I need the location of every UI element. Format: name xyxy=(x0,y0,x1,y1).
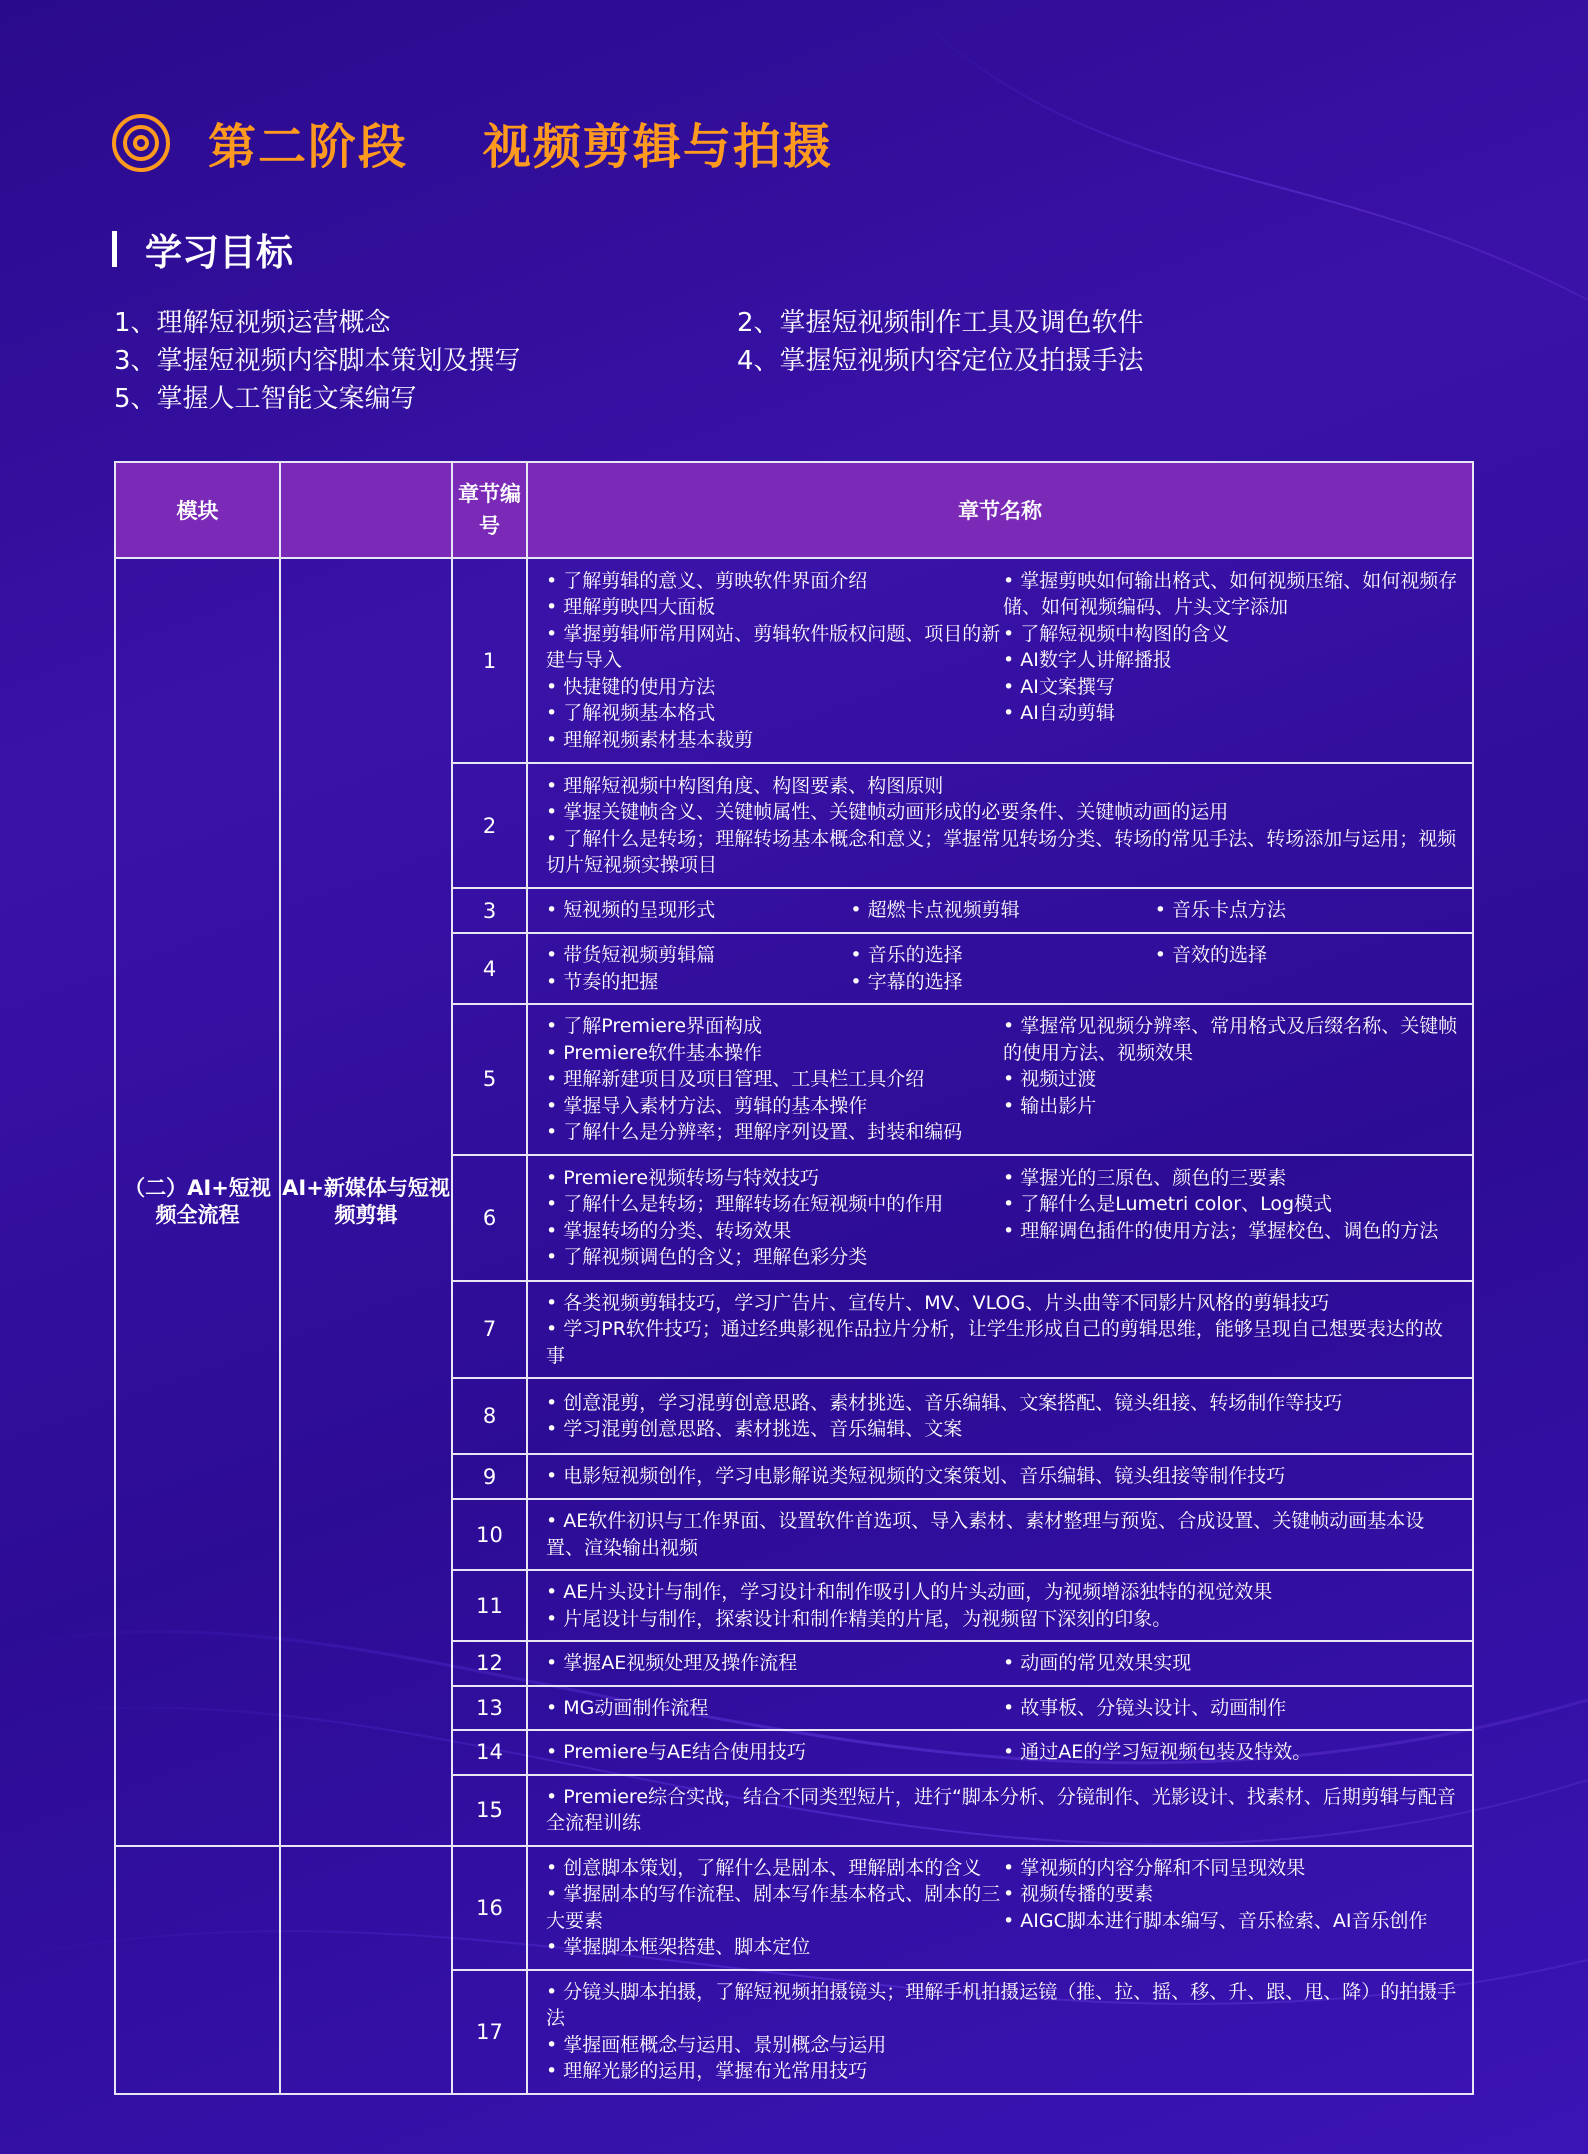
chapter-number: 1 xyxy=(452,558,527,763)
module-cell-empty xyxy=(115,1846,280,2094)
content-item: • 理解调色插件的使用方法；掌握校色、调色的方法 xyxy=(1003,1218,1460,1245)
content-item: • 掌握光的三原色、颜色的三要素 xyxy=(1003,1165,1460,1192)
content-item: • 理解剪映四大面板 xyxy=(546,594,1003,621)
content-item: • 了解什么是分辨率；理解序列设置、封装和编码 xyxy=(546,1119,1003,1146)
submodule-cell-empty xyxy=(280,1846,452,2094)
chapter-content xyxy=(527,1281,1473,1379)
header-module: 模块 xyxy=(115,462,280,558)
content-item: • 学习混剪创意思路、素材挑选、音乐编辑、文案 xyxy=(546,1416,1460,1443)
content-item: • 动画的常见效果实现 xyxy=(1003,1650,1460,1677)
content-item: • Premiere软件基本操作 xyxy=(546,1040,1003,1067)
content-item: • AIGC脚本进行脚本编写、音乐检索、AI音乐创作 xyxy=(1003,1908,1460,1935)
content-item: • 视频过渡 xyxy=(1003,1066,1460,1093)
chapter-content xyxy=(527,1730,1473,1775)
content-item: • 了解什么是Lumetri color、Log模式 xyxy=(1003,1191,1460,1218)
target-icon xyxy=(112,114,170,172)
content-item: • 短视频的呈现形式 xyxy=(546,897,850,924)
content-item: • 通过AE的学习短视频包装及特效。 xyxy=(1003,1739,1460,1766)
goal-item: 4、掌握短视频内容定位及拍摄手法 xyxy=(737,346,1144,376)
content-item: • 掌握导入素材方法、剪辑的基本操作 xyxy=(546,1093,1003,1120)
content-item: • 视频传播的要素 xyxy=(1003,1881,1460,1908)
module-cell: （二）AI+短视频全流程 xyxy=(115,558,280,1846)
content-item: • 故事板、分镜头设计、动画制作 xyxy=(1003,1695,1460,1722)
content-item: • 掌握脚本框架搭建、脚本定位 xyxy=(546,1934,1003,1961)
chapter-content xyxy=(527,888,1473,933)
goal-item: 2、掌握短视频制作工具及调色软件 xyxy=(737,308,1144,338)
content-item: • 了解视频基本格式 xyxy=(546,700,1003,727)
content-item: • 了解什么是转场；理解转场在短视频中的作用 xyxy=(546,1191,1003,1218)
content-item: • 掌握画框概念与运用、景别概念与运用 xyxy=(546,2032,1460,2059)
header-chapter-no: 章节编号 xyxy=(452,462,527,558)
content-item: • 掌握转场的分类、转场效果 xyxy=(546,1218,1003,1245)
chapter-number: 5 xyxy=(452,1004,527,1155)
content-item: • 掌握关键帧含义、关键帧属性、关键帧动画形成的必要条件、关键帧动画的运用 xyxy=(546,799,1460,826)
content-item: • 创意脚本策划，了解什么是剧本、理解剧本的含义 xyxy=(546,1855,1003,1882)
content-item: • 分镜头脚本拍摄，了解短视频拍摄镜头；理解手机拍摄运镜（推、拉、摇、移、升、跟、甩、降）的拍摄手法 xyxy=(546,1979,1460,2032)
content-item: • 掌视频的内容分解和不同呈现效果 xyxy=(1003,1855,1460,1882)
content-item: • 各类视频剪辑技巧，学习广告片、宣传片、MV、VLOG、片头曲等不同影片风格的剪辑技巧 xyxy=(546,1290,1460,1317)
content-item: • AI自动剪辑 xyxy=(1003,700,1460,727)
chapter-number: 15 xyxy=(452,1775,527,1846)
header-sub xyxy=(280,462,452,558)
content-item: • Premiere综合实战，结合不同类型短片，进行“脚本分析、分镜制作、光影设计、找素材、后期剪辑与配音全流程训练 xyxy=(546,1784,1460,1837)
content-item: • 片尾设计与制作，探索设计和制作精美的片尾，为视频留下深刻的印象。 xyxy=(546,1606,1460,1633)
goal-item: 3、掌握短视频内容脚本策划及撰写 xyxy=(114,346,521,376)
content-item: • 了解什么是转场；理解转场基本概念和意义；掌握常见转场分类、转场的常见手法、转场添加与运用；视频切片短视频实操项目 xyxy=(546,826,1460,879)
chapter-number: 9 xyxy=(452,1454,527,1499)
content-item: • 字幕的选择 xyxy=(850,969,1154,996)
content-item: • 带货短视频剪辑篇 xyxy=(546,942,850,969)
content-item: • 掌握剪辑师常用网站、剪辑软件版权问题、项目的新建与导入 xyxy=(546,621,1003,674)
chapter-content xyxy=(527,1686,1473,1731)
table-row xyxy=(115,1846,1473,1970)
goals-heading-text: 学习目标 xyxy=(145,231,293,274)
chapter-number: 4 xyxy=(452,933,527,1004)
chapter-number: 17 xyxy=(452,1970,527,2094)
content-item: • Premiere视频转场与特效技巧 xyxy=(546,1165,1003,1192)
content-item: • 创意混剪，学习混剪创意思路、素材挑选、音乐编辑、文案搭配、镜头组接、转场制作等技巧 xyxy=(546,1390,1460,1417)
content-item: • 掌握剧本的写作流程、剧本写作基本格式、剧本的三大要素 xyxy=(546,1881,1003,1934)
chapter-number: 6 xyxy=(452,1155,527,1281)
heading-bar xyxy=(112,231,117,267)
chapter-content xyxy=(527,558,1473,763)
header-chapter-name: 章节名称 xyxy=(527,462,1473,558)
content-item: • AE软件初识与工作界面、设置软件首选项、导入素材、素材整理与预览、合成设置、关键帧动画基本设置、渲染输出视频 xyxy=(546,1508,1460,1561)
content-item: • Premiere与AE结合使用技巧 xyxy=(546,1739,1003,1766)
chapter-content xyxy=(527,1775,1473,1846)
chapter-content xyxy=(527,933,1473,1004)
chapter-number: 11 xyxy=(452,1570,527,1641)
table-row xyxy=(115,558,1473,763)
content-item: • 了解视频调色的含义；理解色彩分类 xyxy=(546,1244,1003,1271)
content-item: • MG动画制作流程 xyxy=(546,1695,1003,1722)
content-item: • 音效的选择 xyxy=(1155,942,1459,969)
content-item: • 学习PR软件技巧；通过经典影视作品拉片分析，让学生形成自己的剪辑思维，能够呈现自己想要表达的故事 xyxy=(546,1316,1460,1369)
content-item: • AI文案撰写 xyxy=(1003,674,1460,701)
content-item: • 音乐卡点方法 xyxy=(1155,897,1459,924)
content-item: • 节奏的把握 xyxy=(546,969,850,996)
chapter-number: 7 xyxy=(452,1281,527,1379)
content-item: • 掌握常见视频分辨率、常用格式及后缀名称、关键帧的使用方法、视频效果 xyxy=(1003,1013,1460,1066)
chapter-content xyxy=(527,1846,1473,1970)
chapter-number: 16 xyxy=(452,1846,527,1970)
content-item: • 音乐的选择 xyxy=(850,942,1154,969)
chapter-content xyxy=(527,1499,1473,1570)
submodule-cell: AI+新媒体与短视频剪辑 xyxy=(280,558,452,1846)
chapter-content xyxy=(527,1970,1473,2094)
stage-header xyxy=(112,108,833,177)
chapter-content xyxy=(527,1004,1473,1155)
chapter-content xyxy=(527,1454,1473,1499)
table-body xyxy=(115,558,1473,2094)
goals-heading xyxy=(112,222,293,276)
curriculum-table xyxy=(114,461,1474,2095)
chapter-content xyxy=(527,1641,1473,1686)
stage-title: 第二阶段 视频剪辑与拍摄 xyxy=(208,119,833,175)
content-item: • 了解剪辑的意义、剪映软件界面介绍 xyxy=(546,568,1003,595)
content-item: • 电影短视频创作，学习电影解说类短视频的文案策划、音乐编辑、镜头组接等制作技巧 xyxy=(546,1463,1460,1490)
chapter-number: 10 xyxy=(452,1499,527,1570)
content-item: • 快捷键的使用方法 xyxy=(546,674,1003,701)
chapter-number: 2 xyxy=(452,763,527,888)
content-item: • 理解光影的运用，掌握布光常用技巧 xyxy=(546,2058,1460,2085)
goal-item: 5、掌握人工智能文案编写 xyxy=(114,384,417,414)
chapter-content xyxy=(527,763,1473,888)
content-item: • 理解短视频中构图角度、构图要素、构图原则 xyxy=(546,773,1460,800)
content-item: • 理解视频素材基本裁剪 xyxy=(546,727,1003,754)
chapter-content xyxy=(527,1570,1473,1641)
content-item: • AI数字人讲解播报 xyxy=(1003,647,1460,674)
chapter-number: 14 xyxy=(452,1730,527,1775)
content-item: • AE片头设计与制作，学习设计和制作吸引人的片头动画，为视频增添独特的视觉效果 xyxy=(546,1579,1460,1606)
content-item: • 超燃卡点视频剪辑 xyxy=(850,897,1154,924)
content-item: • 理解新建项目及项目管理、工具栏工具介绍 xyxy=(546,1066,1003,1093)
table-header-row xyxy=(115,462,1473,558)
chapter-number: 3 xyxy=(452,888,527,933)
goal-item: 1、理解短视频运营概念 xyxy=(114,308,391,338)
content-item: • 掌握AE视频处理及操作流程 xyxy=(546,1650,1003,1677)
content-item: • 输出影片 xyxy=(1003,1093,1460,1120)
chapter-content xyxy=(527,1378,1473,1454)
chapter-number: 13 xyxy=(452,1686,527,1731)
chapter-number: 8 xyxy=(452,1378,527,1454)
content-item: • 掌握剪映如何输出格式、如何视频压缩、如何视频存储、如何视频编码、片头文字添加 xyxy=(1003,568,1460,621)
content-item: • 了解Premiere界面构成 xyxy=(546,1013,1003,1040)
chapter-content xyxy=(527,1155,1473,1281)
content-item: • 了解短视频中构图的含义 xyxy=(1003,621,1460,648)
chapter-number: 12 xyxy=(452,1641,527,1686)
